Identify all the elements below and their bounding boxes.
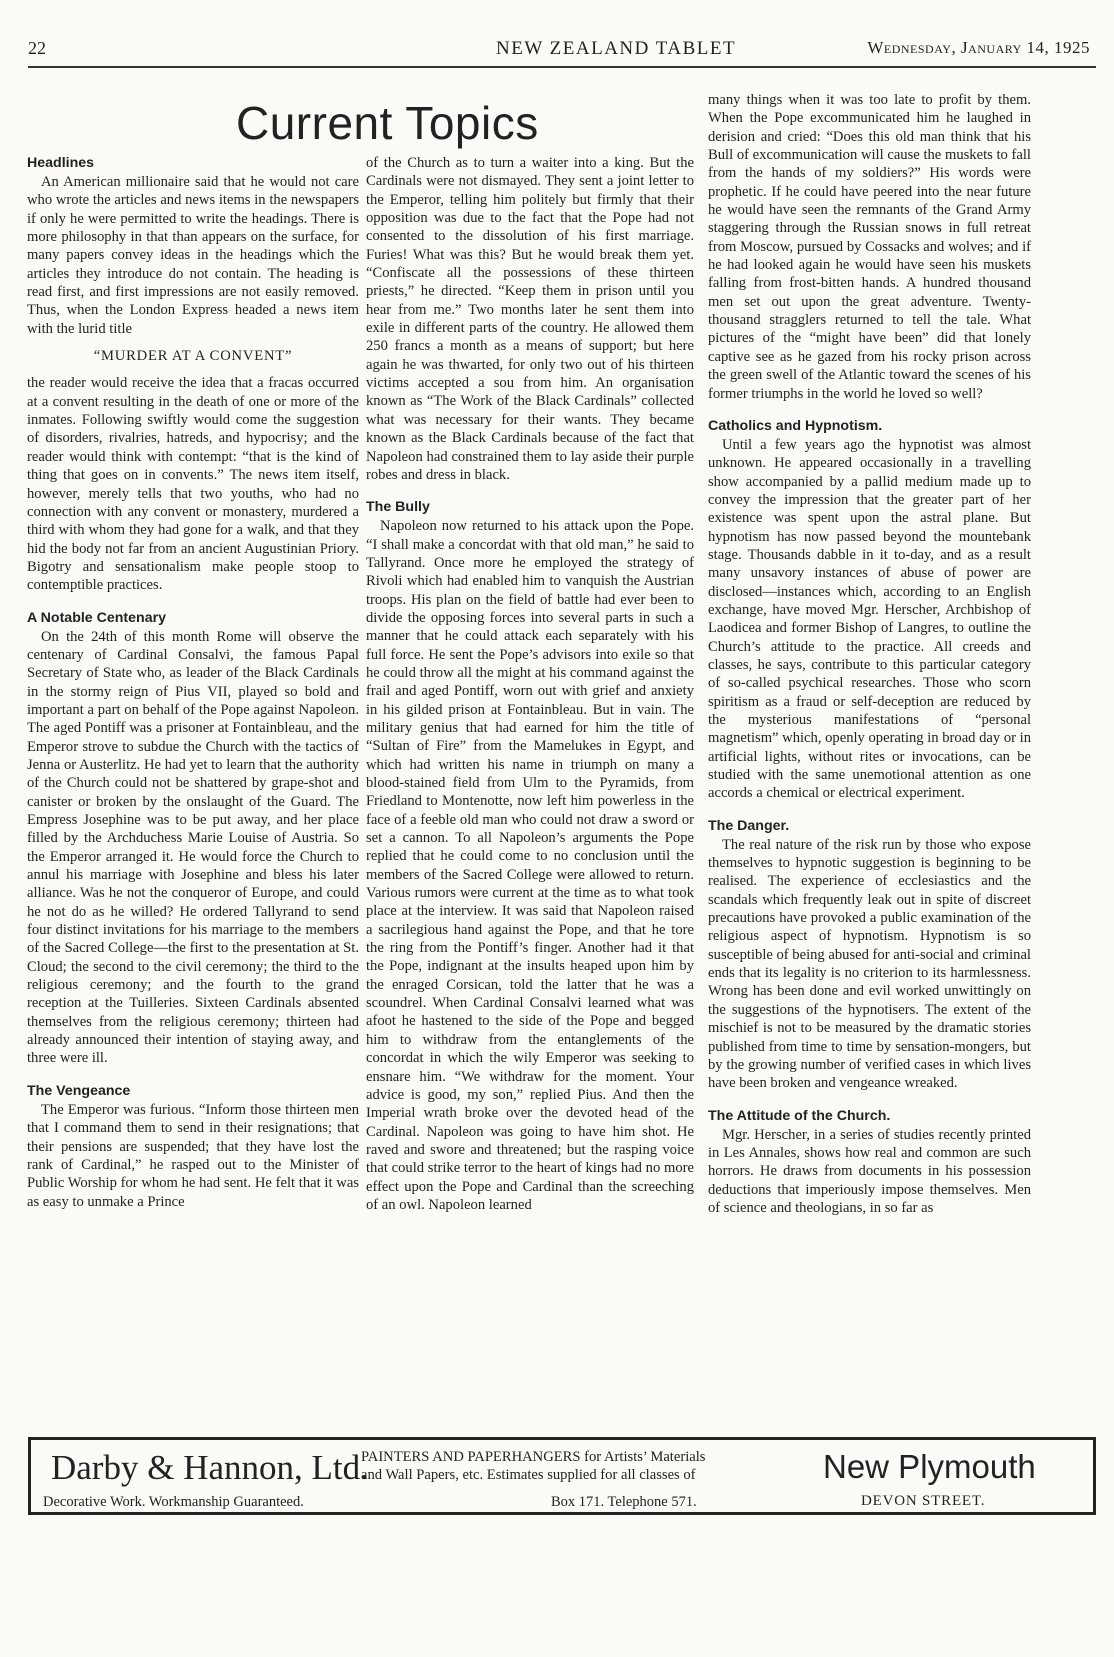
heading-notable-centenary: A Notable Centenary	[27, 609, 167, 626]
ad-tagline: Decorative Work. Workmanship Guaranteed.	[43, 1494, 304, 1510]
advertisement-box	[28, 1437, 1096, 1515]
header-rule	[28, 66, 1096, 68]
heading-attitude-of-the-church: The Attitude of the Church.	[708, 1107, 891, 1124]
ad-contact: Box 171. Telephone 571.	[551, 1494, 697, 1510]
ad-street: DEVON STREET.	[861, 1493, 986, 1509]
page-title: Current Topics	[236, 97, 539, 149]
ad-services-line: PAINTERS AND PAPERHANGERS for Artists’ Materials	[361, 1449, 706, 1465]
paragraph: The Emperor was furious. “Inform those thirteen men that I command them to send in their resignations; that their pensions are suspended; that they have lost the rank of Cardinal,” he rasped out to the Minister of Public Worship for whom he had sent. He felt that it was as easy to unmake a Prince	[27, 1101, 359, 1210]
dateline: Wednesday, January 14, 1925	[867, 38, 1090, 57]
masthead: NEW ZEALAND TABLET	[496, 38, 737, 59]
paragraph: the reader would receive the idea that a fracas occurred at a convent resulting in the death of one or more of the inmates. Following swiftly would come the suggestion of disorders, rivalries, hatreds, and hypocrisy; and the reader would think with contempt: “that is the kind of thing that goes on in convents.” The news item itself, however, merely tells that two youths, who had no connection with any convent or monastery, murdered a third with whom they had gone for a walk, and that they hid the body not far from an ancient Augustinian Priory. Bigotry and sensationalism make people stoop to contemptible practices.	[27, 375, 359, 594]
ad-services	[361, 1448, 705, 1484]
page-number: 22	[28, 38, 46, 58]
column-3	[708, 91, 1031, 1217]
paragraph: The real nature of the risk run by those who expose themselves to hypnotic suggestion is beginning to be realised. The experience of ecclesiastics and the scandals which frequently leak out in spite of discreet precautions have provoked a public examination of the religious aspect of hypnotism. Hypnotism is so susceptible of being abused for anti-social and criminal ends that its legality is no criterion to its harmlessness. Wrong has been done and evil worked unwittingly on the suggestions of the hypnotisers. The extent of the mischief is not to be measured by the dramatic stories published from time to time by sensation-mongers, but by the growing number of verified cases in which lives have been broken and vengeance wreaked.	[708, 836, 1031, 1092]
paragraph: many things when it was too late to profit by them. When the Pope excommunicated him he laughed in derision and cried: “Does this old man think that his Bull of excommunication will cause the muskets to fall from the hands of my soldiers?” His words were prophetic. If he could have peered into the near future he would have seen the remnants of the Grand Army staggering through the Russian snows in full retreat from Moscow, pursued by Cossacks and wolves; and if he had looked again he would have seen his muskets falling from frost-bitten hands. A hundred thousand men set out upon the great adventure. Twenty-thousand stragglers returned to tell the tale. What pictures of the “might have been” did that lonely captive see as he gazed from his rocky prison across the green swell of the Atlantic toward the scenes of his former triumphs in the world he loved so well?	[708, 92, 1031, 402]
quoted-headline: “MURDER AT A CONVENT”	[93, 348, 293, 365]
heading-the-vengeance: The Vengeance	[27, 1082, 131, 1099]
column-1	[27, 154, 359, 1211]
heading-headlines: Headlines	[27, 155, 95, 171]
paragraph: Napoleon now returned to his attack upon the Pope. “I shall make a concordat with that old man,” he said to Tallyrand. Once more he employed the strategy of Rivoli which had enabled him to vanquish the Austrian troops. His plan on the field of battle had ever been to divide the opposing forces into several parts in such a manner that he could attack each separately with his full force. He sent the Pope’s advisors into exile so that he could throw all the might at his command against the frail and aged Pontiff, worn out with grief and anxiety in his gilded prison at Fontainbleau. But in vain. The military genius that had earned for him the title of “Sultan of Fire” from the Mamelukes in Egypt, and which had written his name in triumph on many a blood-stained field from Ulm to the Pyramids, from Friedland to Montenotte, now left him powerless in the face of a feeble old man who could not draw a sword or set a cannon. To all Napoleon’s arguments the Pope replied that he could come to no conclusion until the members of the Sacred College were allowed to return. Various rumors were current at the time as to what took place at the interview. It was said that Napoleon raised a sacrilegious hand against the Pope, and that he tore the ring from the Pontiff’s finger. Another had it that the Pope, indignant at the insults heaped upon him by the enraged Corsican, told the latter that he was a scoundrel. When Cardinal Consalvi learned what was afoot he hastened to the side of the Pope and begged him to withdraw from the entanglements of the concordat in which the wily Emperor was seeking to ensnare him. “We withdraw for the moment. Your advice is good, my son,” replied Pius. And then the Imperial wrath broke over the devoted head of the Cardinal. Napoleon was going to have him shot. He raved and swore and threatened; but the rasping voice that could strike terror to the heart of kings had no more effect upon the Pope and Cardinal than the screeching of an owl. Napoleon learned	[366, 518, 694, 1213]
heading-the-bully: The Bully	[366, 499, 430, 516]
ad-town: New Plymouth	[823, 1448, 1036, 1485]
page-header	[28, 38, 1098, 64]
paragraph: of the Church as to turn a waiter into a king. But the Cardinals were not dismayed. They sent a joint letter to the Emperor, telling him politely but firmly that their opposition was due to the fact that the Pope had not consented to the dissolution of his first marriage. Furies! What was this? But he would break them yet. “Confiscate all the possessions of these thirteen priests,” he directed. “Keep them in prison until you hear from me.” Two months later he sent them into exile in different parts of the country. He allowed them 250 francs a month as a means of support; but here again he was thwarted, for only two out of his thirteen victims accepted a sou from him. An organisation known as “The Work of the Black Cardinals” collected what was necessary for their wants. They became known as the Black Cardinals because of the fact that Napoleon had constrained them to lay aside their purple robes and dress in black.	[366, 155, 694, 483]
paragraph: On the 24th of this month Rome will observe the centenary of Cardinal Consalvi, the famous Papal Secretary of State who, as leader of the Black Cardinals in the stormy reign of Pius VII, played so bold and important a part on behalf of the Pope against Napoleon. The aged Pontiff was a prisoner at Fontainbleau, and the Emperor strove to subdue the Church with the tactics of Jenna or Austerlitz. He had yet to learn that the authority of the Church could not be shattered by grape-shot and canister or broken by the onslaught of the Guard. The Empress Josephine was to be put away, and her place filled by the Archduchess Marie Louise of Austria. So the Emperor arranged it. He would force the Church to annul his marriage with Josephine and bless his later alliance. Was he not the conqueror of Europe, and could he not do as he willed? He ordered Tallyrand to send four distinct invitations for his marriage to the members of the Sacred College—the first to the presentation at St. Cloud; the second to the civil ceremony; the third to the religious ceremony; and the fourth to the grand reception at the Tuilleries. Sixteen Cardinals absented themselves from the religious ceremony; thirteen had already announced their intention of staying away, and three were ill.	[27, 628, 359, 1067]
ad-services-line: and Wall Papers, etc. Estimates supplied for all classes of	[361, 1467, 696, 1483]
ad-company-name: Darby & Hannon, Ltd.	[51, 1448, 369, 1487]
column-2	[366, 154, 694, 1214]
heading-catholics-and-hypnotism: Catholics and Hypnotism.	[708, 417, 883, 434]
paragraph: An American millionaire said that he would not care who wrote the articles and news items in the newspapers if only he were permitted to write the headings. There is more philosophy in that than appears on the surface, for many papers convey ideas in the headings which the articles they introduce do not contain. The heading is read first, and first impressions are not easily removed. Thus, when the London Express headed a news item with the lurid title	[27, 174, 359, 337]
paragraph: Mgr. Herscher, in a series of studies recently printed in Les Annales, shows how real and common are such horrors. He draws from documents in his possession deductions that imperiously impose themselves. Men of science and theologians, in so far as	[708, 1126, 1031, 1216]
heading-the-danger: The Danger.	[708, 817, 790, 834]
paragraph: Until a few years ago the hypnotist was almost unknown. He appeared occasionally in a travelling show accompanied by a pallid medium made up to convey the impression that the greater part of her existence was spent upon the astral plane. But hypnotism has now passed beyond the mountebank stage. Thousands dabble in it to-day, and as a result many unsavory instances of abuse of power are disclosed—instances which, according to an English exchange, have moved Mgr. Herscher, Archbishop of Laodicea and former Bishop of Langres, to outline the Church’s attitude to the practice. All creeds and classes, he says, contribute to this particular category of so-called psychical researches. Those who scorn spiritism as a fraud or self-deception are reduced by the mysterious manifestations of “personal magnetism” which, openly operating in broad day or in artificial lights, without rites or invocations, can be studied with the same unemotional attention as one accords a chemical or electrical experiment.	[708, 436, 1032, 802]
